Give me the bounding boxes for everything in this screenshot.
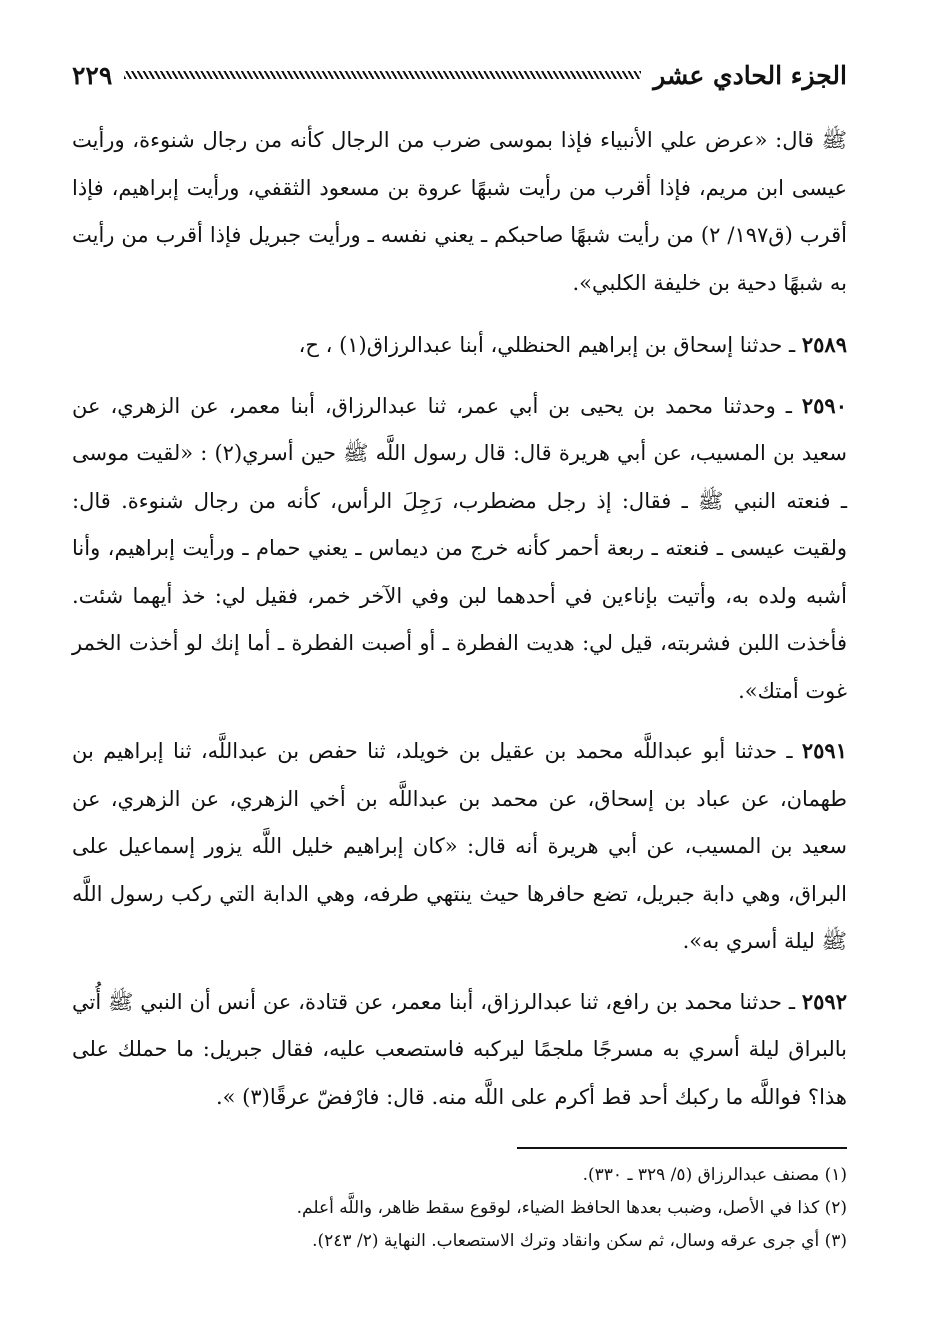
page-number: ٢٢٩ <box>72 60 113 90</box>
hadith-number: ٢٥٩٢ <box>801 988 847 1014</box>
footnotes <box>72 1159 847 1258</box>
page-header <box>72 55 847 95</box>
hadith-number: ٢٥٩١ <box>801 738 847 763</box>
hadith-paragraph <box>72 321 847 370</box>
footnote-separator <box>517 1147 847 1149</box>
paragraph-text: ﷺ قال: «عرض علي الأنبياء فإذا بموسى ضرب من الرجال كأنه من رجال شنوءة، ورأيت عيسى ابن مريم، فإذا أقرب من رأيت شبهًا عروة بن مسعود الثقفي، ورأيت إبراهيم، فإذا أقرب (ق١٩٧/ ٢) من رأيت شبهًا صاحبكم ـ يعني نفسه ـ ورأيت جبريل فإذا أقرب من رأيت به شبهًا دحية بن خليفة الكلبي». <box>72 128 847 295</box>
hadith-paragraph <box>72 727 847 966</box>
footnote: (١) مصنف عبدالرزاق (٥/ ٣٢٩ ـ ٣٣٠). <box>582 1165 847 1185</box>
footnote: (٣) أي جرى عرقه وسال، ثم سكن وانقاد وترك الاستصعاب. النهاية (٢/ ٢٤٣). <box>312 1231 847 1251</box>
hadith-paragraph <box>72 117 847 307</box>
paragraph-text: ـ حدثنا محمد بن رافع، ثنا عبدالرزاق، أبنا معمر، عن قتادة، عن أنس أن النبي ﷺ أُتي بالبراق ليلة أسري به مسرجًا ملجمًا ليركبه فاستصعب عليه، فقال جبريل: ما حملك على هذا؟ فواللَّه ما ركبك أحد قط أكرم على اللَّه منه. قال: فارْفضّ عرقًا(٣) ». <box>72 989 847 1109</box>
hadith-paragraph <box>72 978 847 1122</box>
hadith-number: ٢٥٩٠ <box>801 392 847 418</box>
main-text <box>72 117 847 1121</box>
paragraph-text: ـ وحدثنا محمد بن يحيى بن أبي عمر، ثنا عبدالرزاق، أبنا معمر، عن الزهري، عن سعيد بن المسيب، عن أبي هريرة قال: قال رسول اللَّه ﷺ حين أسري(٢) : «لقيت موسى ـ فنعته النبي ﷺ ـ فقال: إذ رجل مضطرب، رَجِلَ الرأس، كأنه من رجال شنوءة. قال: ولقيت عيسى ـ فنعته ـ ربعة أحمر كأنه خرج من ديماس ـ يعني حمام ـ ورأيت إبراهيم، وأنا أشبه ولده به، وأتيت بإناءين في أحدهما لبن وفي الآخر خمر، فقيل لي: خذ أيهما شئت. فأخذت اللبن فشربته، قيل لي: هديت الفطرة ـ أو أصبت الفطرة ـ أما إنك لو أخذت الخمر غوت أمتك». <box>72 393 847 703</box>
hadith-number: ٢٥٨٩ <box>801 332 847 357</box>
paragraph-text: ـ حدثنا إسحاق بن إبراهيم الحنظلي، أبنا عبدالرزاق(١) ، ح، <box>298 333 796 357</box>
footnote: (٢) كذا في الأصل، وضبب بعدها الحافظ الضياء، لوقوع سقط ظاهر، واللَّه أعلم. <box>296 1198 847 1218</box>
running-title: الجزء الحادي عشر <box>653 60 847 90</box>
book-page <box>72 55 847 1258</box>
paragraph-text: ـ حدثنا أبو عبداللَّه محمد بن عقيل بن خويلد، ثنا حفص بن عبداللَّه، ثنا إبراهيم بن طهمان، عن عباد بن إسحاق، عن محمد بن عبداللَّه بن أخي الزهري، عن الزهري، عن سعيد بن المسيب، عن أبي هريرة أنه قال: «كان إبراهيم خليل اللَّه يزور إسماعيل على البراق، وهي دابة جبريل، تضع حافرها حيث ينتهي طرفه، وهي الدابة التي ركب رسول اللَّه ﷺ ليلة أسري به». <box>72 739 847 953</box>
hadith-paragraph <box>72 382 847 716</box>
header-decorative-rule <box>124 71 641 79</box>
